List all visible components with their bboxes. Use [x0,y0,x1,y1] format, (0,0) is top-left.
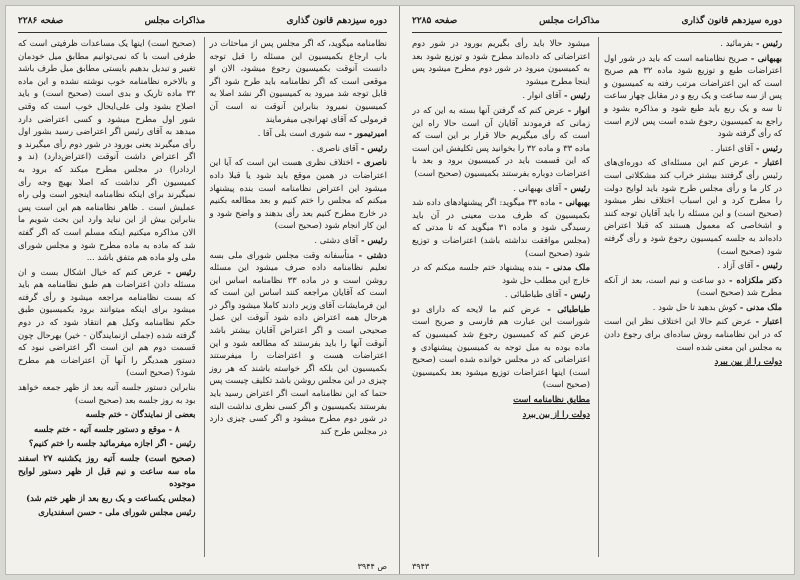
paragraph: (صحیح است) اینها یک مساعدات ظرفیتی است که طرفی است با که نمی‌توانیم مطابق میل خودمان تغییر و تبدیل بدهیم بایستی مطابق میل طرف باشد و بالاخره نظامنامه خوب نوشته نشده و این ماده ۳۲ ماده تاریک و بدی است (صحیح است) و باید اصلاح بشود ولی علی‌ایحال خوب است که وقتی شور اول مطرح میشود و کسی اعتراضی دارد میدهد به آقای رئیس اگر اعتراضی رسید بشور اول رأی میگیرند یعنی بورود در شور دوم رأی میگیرند و اگر اعتراض داشت آنوقت (اعتراض‌دارد) (ند و اردادرا) در مجلس مطرح میکند که برود به کمیسیون اگر نداشت که اصلا بهیچ وجه رأی نمیگیرند برای اینکه نظامنامه اینجور است ولی راه عملیش است . ظاهر نظامنامه هم این است پس بنابراین بیش از این نباید وارد این بحث شویم ما الان مذاکره میکنیم اینکه مسلم است که اگر گفته شد که ماده به ماده مطرح شود و مجلس شورای ملی ولو ماده هم متفق باشد ... [18,38,196,263]
paragraph: میشود حالا باید رأی بگیریم بورود در شور دوم اعتراضاتی که داده‌اند مطرح شود و توزیع شود بعد به کمیسیون میرود در شور دوم مطرح میشود پس اینجا مطرح میشود [412,38,590,86]
left-page-number: صفحه ۲۲۸۶ [18,16,64,26]
left-page-section: مذاکرات مجلس [144,16,206,26]
handwritten-note: دولت را از بین ببرد [714,356,782,367]
left-page-column-right [204,37,388,557]
paragraph: رئیس - عرض کنم که خیال اشکال بست و ان مسئله دادن اعتراضات هم طبق نظامنامه هم باید که بست نظامنامه مراجعه میشود و رأی گرفته میشود برای اینکه میتوانند برود بکمیسیون طبق حکم نظامنامه وکیل هم انتقاد شود که در دوم گرفته شده (جملی ازنمایندگان - خیر) بهرحال چون قسمت دوم هم این است اگر اعتراضی نبود که دستور همدیگر را آنها آن اعتراضات هم مطرح شود؟ (صحیح است) [18,266,196,378]
right-page-section: مذاکرات مجلس [539,16,600,26]
right-page-header [412,12,782,33]
paragraph: رئیس - آقای آزاد . [717,260,782,271]
paragraph: (مجلس یکساعت و یک ربع بعد از ظهر ختم شد) [26,492,196,503]
paragraph: رئیس - آقای اعتبار . [710,142,782,153]
left-page-footer [18,562,387,571]
left-page-column-left [18,37,196,557]
paragraph: رئیس - آقای ناصری . [311,142,387,153]
paragraph: اعتبار - عرض کنم این مسئله‌ای که دوره‌ای‌های رئیس رأی گرفتند بیشتر خراب کند مشکلاتی است در کار ما و رأی مجلس طرح شود باید لوایح دولت را مطرح کرد و این اسباب اختلاف نظر میشود (صحیح است) و این مسئله را باید آقایان توجه کنند و اشخاصی که معمول هستند که قبلا اعتراض داده‌اند به جلسه کمیسیون رجوع شود و رأی گرفته شود (صحیح است) [604,157,782,256]
right-page-number: صفحه ۲۲۸۵ [412,16,458,26]
paragraph: دکتر ملکزاده - دو ساعت و نیم است، بعد از آنکه مطرح شد (صحیح است) [604,274,782,298]
right-page-column-right [598,37,782,557]
left-page [6,6,400,574]
left-page-session: دوره سیزدهم قانون گذاری [286,16,387,26]
right-page-footer-number: ۳۹۴۳ [412,562,430,571]
paragraph: (صحیح است) جلسه آتیه روز یکشنبه ۲۷ اسفند ماه سه ساعت و نیم قبل از ظهر دستور لوایح موجوده [18,453,196,489]
paragraph: رئیس - آقای انوار . [522,90,590,101]
handwritten-note: دولت را از بین ببرد [522,408,590,419]
newspaper-spread [6,6,794,574]
paragraph: انوار - عرض کنم که گرفتن آنها بسته به این که در زمانی که فرمودند آقایان آن است حالا راه این است که رأی میگیریم حالا قرار بر این است که ماده ۳۳ و ماده ۳۲ را بخوانید پس تکلیفش این است که این قسمت باید در کمیسیون برود و بعد با اعتراضات دوباره بفرستند بکمیسیون (صحیح است) [412,104,590,178]
paragraph: ناصری - اختلاف نظری هست این است که آیا این اعتراضات در همین موقع باید شود یا قبلا داده میشود این اعتراض نظامنامه است بنده پیشنهاد میکنم که مجلس را ختم کنیم و بعد مطالعه بکنیم در خارج مطرح کنیم بعد رأی بدهند و واضح شود و این کار انجام شود (صحیح است) [209,157,387,231]
paragraph: رئیس - آقای بهبهانی . [513,182,590,193]
paragraph: امیرتیمور - سه شوری است بلی آقا . [257,128,387,139]
signature-line: رئیس مجلس شورای ملی - حسن اسفندیاری [38,507,196,518]
paragraph: رئیس - آقای طباطبائی . [504,289,590,300]
paragraph: طباطبائی - عرض کنم ما لایحه که دارای دو شوراست این عبارت هم فارسی و صریح است عرض کنم که کمیسیون رجوع شد کمیسیون که ماده بوده به میل توجه به کمیسیون پیشنهادی و اعتراضاتی که در مجلس خوانده شده است (صحیح است) اینها اعتراضات توزیع میشود بعد بکمیسیون (صحیح است) [412,303,590,390]
paragraph: بنابراین دستور جلسه آتیه بعد از ظهر جمعه خواهد بود به روز جلسه بعد (صحیح است) [18,382,196,405]
left-page-header [18,12,387,33]
paragraph: نظامنامه میگوید، که اگر مجلس پس از مباحثات در باب ارجاع بکمیسیون این مسئله را قبل توجه دانست آنوقت بکمیسیون رجوع میشود، الان او موقعی است که اگر نظامنامه باید طرح شود اگر قابل توجه شد میرود به کمیسیون اگر نشد اصلا به کمیسیون نمیرود بنابراین آنوقت نه است آن فرمولی که آقای تهرانچی میفرمایند [209,38,387,124]
paragraph: دشتی - متأسفانه وقت مجلس شورای ملی بسه تعلیم نظامنامه داده صرف میشود این مسئله روشن است و در ماده ۳۳ نظامنامه اساس این است که آقایان مراجعه کنند اساس این است که این فرمایشات آقای وزیر دادند کاملا میشود واگر در هرحال همه اعتراض داده شود آنوقت این عمل صحیحی است و اگر اعتراض آقایان بیشتر باشد آنوقت آنها را باید بفرستند که مطالعه شود و این اعتراضات هست و اعتراضات را میفرستند بکمیسیون این بلکه اگر خواسته باشند که هر روز چیزی در این مجلس روشن باشد تکلیف چیست پس حتما که این نظامنامه است اگر اعتراض رسید باید بفرستند بکمیسیون و اگر کسی نظری نداشت البته در شور دوم مطرح میشود و اگر کسی چیزی دارد در مجلس طرح کند [209,249,387,436]
section-heading: ۸ - موقع و دستور جلسه آتیه - ختم جلسه [34,423,180,434]
paragraph: ملک مدنی - کوش بدهید تا حل شود . [652,301,782,312]
right-page-columns [412,37,782,557]
paragraph: رئیس - بفرمائید . [720,38,782,48]
right-page [400,6,794,574]
left-page-footer-number: ص ۳۹۴۴ [357,562,387,571]
paragraph: ملک مدنی - بنده پیشنهاد ختم جلسه میکنم که در خارج این مطلب حل شود [412,262,590,285]
paragraph: اعتبار - عرض کنم حالا این اختلاف نظر این است که در این نظامنامه روش ساده‌ای برای رجوع دادن به مجلس این معنی شده است [604,316,782,352]
left-page-columns [18,37,387,557]
right-page-column-left [412,37,590,557]
right-page-footer [412,562,782,571]
paragraph: رئیس - اگر اجازه میفرمائید جلسه را ختم کنیم؟ [28,438,196,449]
paragraph: رئیس - آقای دشتی . [314,234,387,245]
right-page-session: دوره سیزدهم قانون گذاری [681,16,782,26]
paragraph: بعضی از نمایندگان - ختم جلسه [85,409,196,420]
handwritten-note: مطابق نظامنامه است [513,394,590,405]
paragraph: بهبهانی - صریح نظامنامه است که باید در شور اول اعتراضات طبع و توزیع شود ماده ۳۲ هم صریح است که این اعتراضات مرتب رفته به کمیسیون و پس از سه ساعت و یک ربع و در مقابل چهار ساعت تا سه و یک ربع باید طبع شود و مذاکره بشود و راجع به کمیسیون رجوع شده است پس لازم است که رأی گرفته شود [604,52,782,139]
paragraph: بهبهانی - ماده ۳۳ میگوید: اگر پیشنهادهای داده شد بکمیسیون که ظرف مدت معینی در آن باید رسیدگی شود و ماده ۳۱ میگوید که تا مدتی که (مجلس موافقت نداشته باشد) اعتراضات و توزیع شود (صحیح است) [412,197,590,258]
